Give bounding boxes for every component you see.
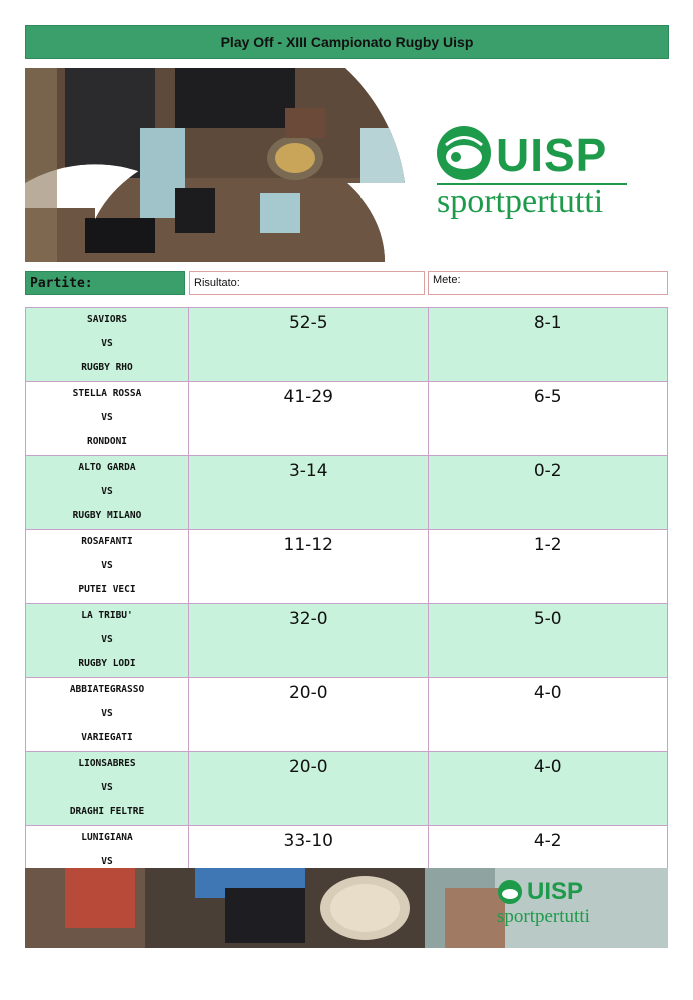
vs-label: VS bbox=[101, 338, 113, 349]
match-cell bbox=[26, 604, 189, 678]
result-cell: 20-0 bbox=[189, 752, 429, 826]
tries-cell: 5-0 bbox=[428, 604, 668, 678]
result-cell: 3-14 bbox=[189, 456, 429, 530]
tries-cell: 1-2 bbox=[428, 530, 668, 604]
vs-label: VS bbox=[101, 856, 113, 867]
match-cell bbox=[26, 678, 189, 752]
tries-cell: 4-0 bbox=[428, 752, 668, 826]
home-team: ALTO GARDA bbox=[78, 462, 136, 473]
vs-label: VS bbox=[101, 486, 113, 497]
vs-label: VS bbox=[101, 782, 113, 793]
vs-label: VS bbox=[101, 560, 113, 571]
table-row bbox=[26, 382, 668, 456]
tries-cell: 4-0 bbox=[428, 678, 668, 752]
table-row bbox=[26, 308, 668, 382]
away-team: RUGBY LODI bbox=[78, 658, 136, 669]
table-row bbox=[26, 530, 668, 604]
uisp-tagline: sportpertutti bbox=[437, 183, 604, 220]
vs-label: VS bbox=[101, 634, 113, 645]
table-row bbox=[26, 604, 668, 678]
result-cell: 33-10 bbox=[189, 826, 429, 900]
result-cell: 41-29 bbox=[189, 382, 429, 456]
table-row bbox=[26, 752, 668, 826]
table-row bbox=[26, 678, 668, 752]
page-title: Play Off - XIII Campionato Rugby Uisp bbox=[25, 25, 669, 59]
hero-rugby-photo bbox=[25, 68, 405, 262]
header-partite: Partite: bbox=[25, 271, 185, 295]
results-table bbox=[25, 307, 668, 900]
match-cell bbox=[26, 308, 189, 382]
footer-brand: UISP bbox=[527, 878, 584, 905]
vs-label: VS bbox=[101, 412, 113, 423]
uisp-footer-logo-icon bbox=[497, 879, 527, 905]
match-cell bbox=[26, 456, 189, 530]
home-team: LUNIGIANA bbox=[81, 832, 133, 843]
home-team: LA TRIBU' bbox=[81, 610, 133, 621]
result-cell: 32-0 bbox=[189, 604, 429, 678]
tries-cell: 8-1 bbox=[428, 308, 668, 382]
header-risultato: Risultato: bbox=[189, 271, 425, 295]
vs-label: VS bbox=[101, 708, 113, 719]
home-team: ABBIATEGRASSO bbox=[69, 684, 145, 695]
away-team: VARIEGATI bbox=[81, 732, 133, 743]
home-team: ROSAFANTI bbox=[81, 536, 133, 547]
uisp-brand: UISP bbox=[496, 129, 608, 181]
match-cell bbox=[26, 530, 189, 604]
tries-cell: 0-2 bbox=[428, 456, 668, 530]
away-team: RUGBY RHO bbox=[81, 362, 133, 373]
home-team: STELLA ROSSA bbox=[72, 388, 142, 399]
match-cell bbox=[26, 382, 189, 456]
away-team: RUGBY MILANO bbox=[72, 510, 142, 521]
tries-cell: 6-5 bbox=[428, 382, 668, 456]
match-cell bbox=[26, 752, 189, 826]
result-cell: 52-5 bbox=[189, 308, 429, 382]
footer-tagline: sportpertutti bbox=[497, 906, 590, 927]
table-row bbox=[26, 456, 668, 530]
away-team: RONDONI bbox=[86, 436, 128, 447]
result-cell: 20-0 bbox=[189, 678, 429, 752]
header-mete: Mete: bbox=[428, 271, 668, 295]
away-team: DRAGHI FELTRE bbox=[69, 806, 145, 817]
result-cell: 11-12 bbox=[189, 530, 429, 604]
home-team: SAVIORS bbox=[86, 314, 128, 325]
away-team: PUTEI VECI bbox=[78, 584, 136, 595]
tries-cell: 4-2 bbox=[428, 826, 668, 900]
home-team: LIONSABRES bbox=[78, 758, 136, 769]
